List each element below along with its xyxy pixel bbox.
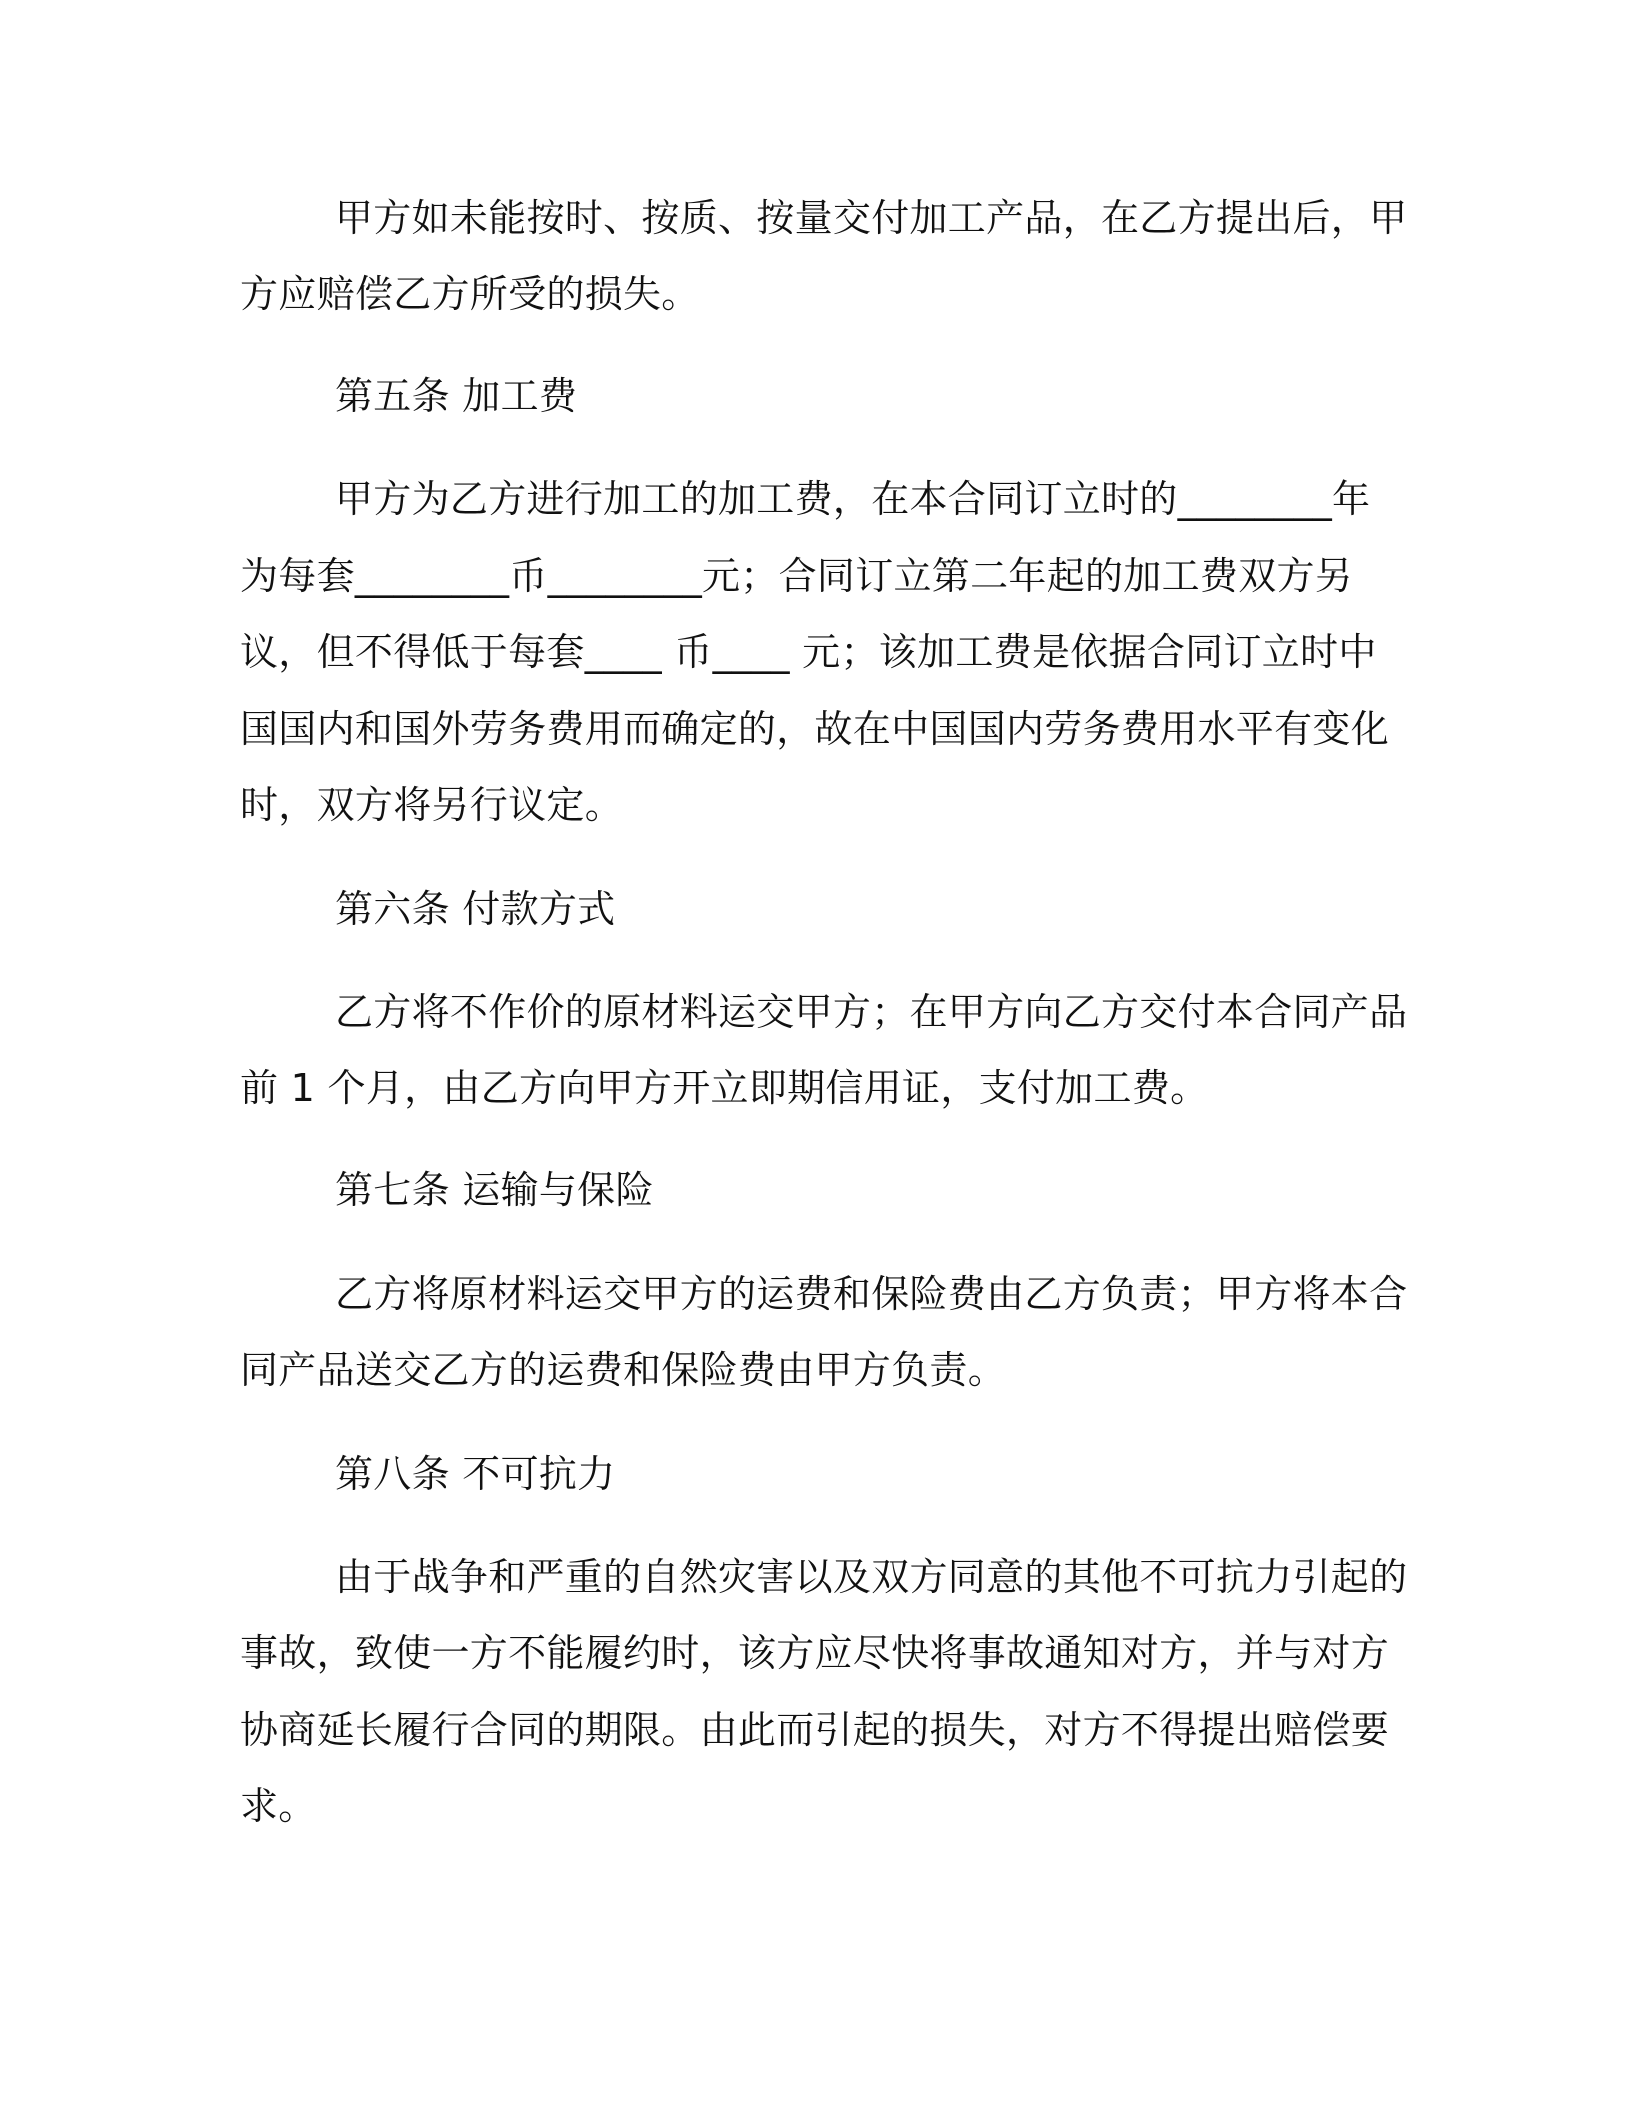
paragraph-line: 事故，致使一方不能履约时，该方应尽快将事故通知对方，并与对方: [240, 1631, 1390, 1675]
section-heading-article-5: 第五条 加工费: [335, 374, 578, 418]
paragraph-line: 协商延长履行合同的期限。由此而引起的损失，对方不得提出赔偿要: [240, 1708, 1390, 1752]
paragraph-line: 前 1 个月，由乙方向甲方开立即期信用证，支付加工费。: [240, 1066, 1209, 1110]
paragraph-line: 方应赔偿乙方所受的损失。: [240, 272, 700, 316]
paragraph-line: 甲方为乙方进行加工的加工费，在本合同订立时的________年: [335, 477, 1371, 521]
section-heading-article-7: 第七条 运输与保险: [335, 1168, 654, 1212]
paragraph-line: 同产品送交乙方的运费和保险费由甲方负责。: [240, 1348, 1007, 1392]
paragraph-line: 为每套________币________元；合同订立第二年起的加工费双方另: [240, 554, 1354, 598]
paragraph-line: 乙方将原材料运交甲方的运费和保险费由乙方负责；甲方将本合: [335, 1272, 1408, 1316]
section-heading-article-8: 第八条 不可抗力: [335, 1452, 616, 1496]
paragraph-line: 求。: [240, 1784, 317, 1828]
paragraph-line: 国国内和国外劳务费用而确定的，故在中国国内劳务费用水平有变化: [240, 707, 1390, 751]
paragraph-line: 甲方如未能按时、按质、按量交付加工产品，在乙方提出后，甲: [335, 196, 1408, 240]
paragraph-line: 由于战争和严重的自然灾害以及双方同意的其他不可抗力引起的: [335, 1555, 1408, 1599]
paragraph-line: 议，但不得低于每套____ 币____ 元；该加工费是依据合同订立时中: [240, 630, 1377, 674]
paragraph-line: 时，双方将另行议定。: [240, 783, 624, 827]
section-heading-article-6: 第六条 付款方式: [335, 887, 616, 931]
paragraph-line: 乙方将不作价的原材料运交甲方；在甲方向乙方交付本合同产品: [335, 990, 1408, 1034]
